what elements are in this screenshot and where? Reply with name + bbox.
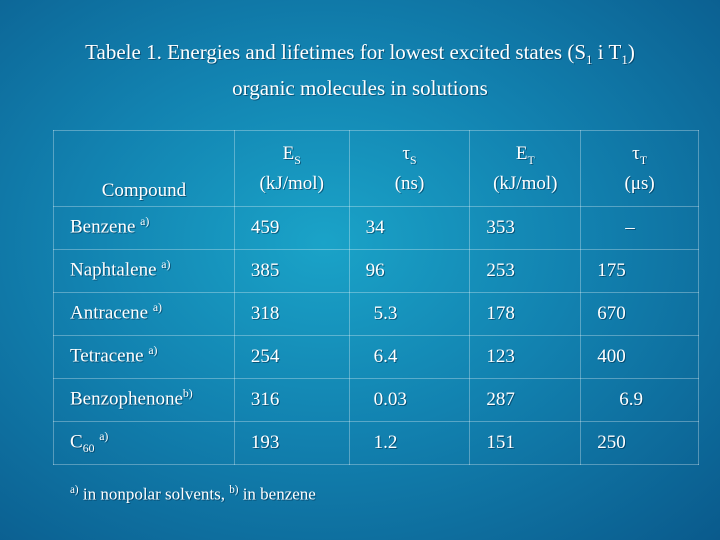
et-value: 123 [470, 336, 581, 379]
tau-t-value: – [581, 207, 699, 250]
compound-name: Benzophenone$^{b)}$ [54, 379, 235, 422]
es-value: 254 [234, 336, 349, 379]
table-row [54, 250, 699, 293]
header-tau-s: $\tau_S$ (ns) [349, 131, 470, 207]
compound-name: $C_{60}$ $^{a)}$ [54, 422, 235, 465]
es-value: 385 [234, 250, 349, 293]
tau-s-value: 1.2 [349, 422, 470, 465]
et-value: 151 [470, 422, 581, 465]
es-value: 193 [234, 422, 349, 465]
tau-s-value: 96 [349, 250, 470, 293]
table-row [54, 293, 699, 336]
et-value: 178 [470, 293, 581, 336]
header-es: $E_S$ (kJ/mol) [234, 131, 349, 207]
tau-s-value: 0.03 [349, 379, 470, 422]
table-row [54, 336, 699, 379]
es-value: 459 [234, 207, 349, 250]
compound-name: Benzene $^{a)}$ [54, 207, 235, 250]
et-value: 287 [470, 379, 581, 422]
tau-t-value: 6.9 [581, 379, 699, 422]
compound-name: Antracene $^{a)}$ [54, 293, 235, 336]
header-tau-t: $\tau_T$ (μs) [581, 131, 699, 207]
table-header-row [54, 131, 699, 207]
table-row [54, 207, 699, 250]
es-value: 318 [234, 293, 349, 336]
tau-s-value: 34 [349, 207, 470, 250]
tau-t-value: 250 [581, 422, 699, 465]
table-row [54, 379, 699, 422]
slide-title [0, 38, 720, 103]
tau-t-value: 175 [581, 250, 699, 293]
table-row [54, 422, 699, 465]
tau-s-value: 5.3 [349, 293, 470, 336]
tau-t-value: 400 [581, 336, 699, 379]
title-line-2: organic molecules in solutions [232, 76, 488, 101]
es-value: 316 [234, 379, 349, 422]
compound-name: Tetracene $^{a)}$ [54, 336, 235, 379]
table-footnote: $^{a)}$ in nonpolar solvents, $^{b)}$ in benzene [70, 484, 316, 504]
et-value: 253 [470, 250, 581, 293]
header-et: $E_T$ (kJ/mol) [470, 131, 581, 207]
tau-s-value: 6.4 [349, 336, 470, 379]
compound-name: Naphtalene $^{a)}$ [54, 250, 235, 293]
header-compound: Compound [54, 131, 235, 207]
et-value: 353 [470, 207, 581, 250]
title-line-1: Tabele 1. Energies and lifetimes for lowest excited states ($S_1$ i $T_1$) [85, 40, 635, 68]
energies-table [53, 130, 699, 465]
tau-t-value: 670 [581, 293, 699, 336]
